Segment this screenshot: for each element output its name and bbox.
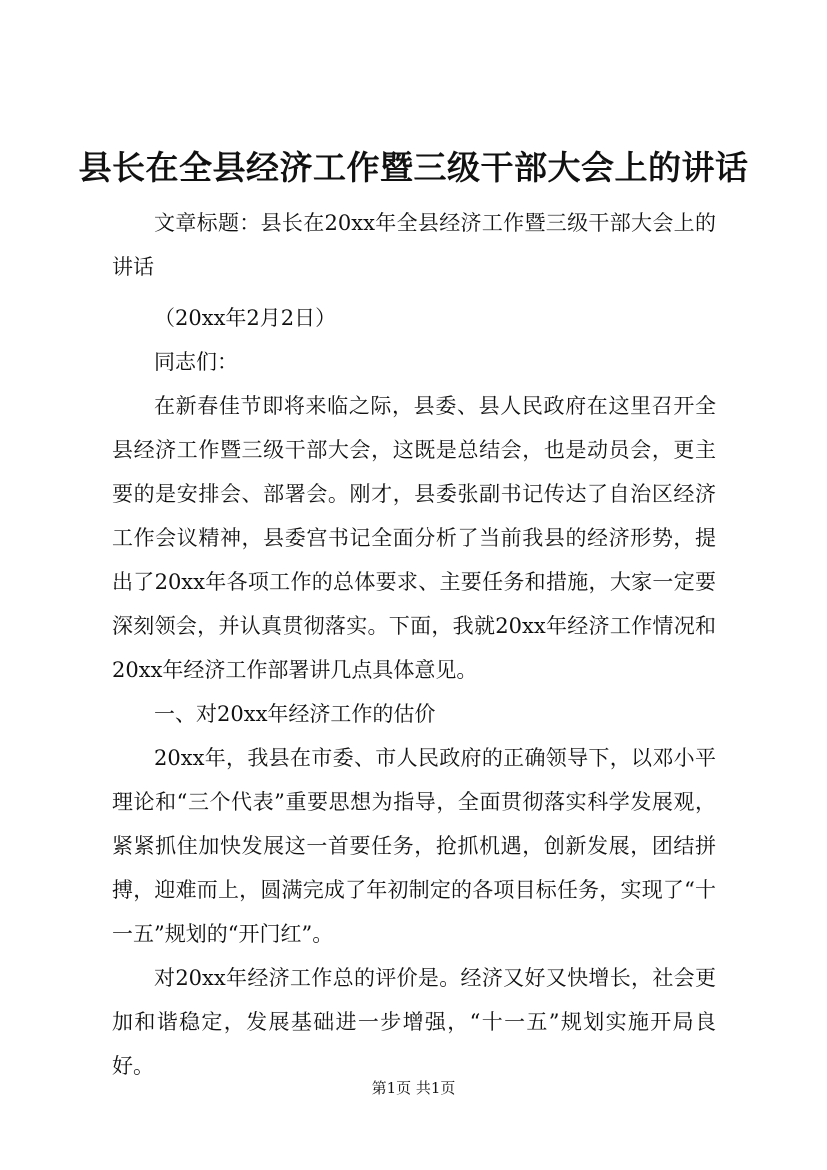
body-paragraph: 对20xx年经济工作总的评价是。经济又好又快增长，社会更加和谐稳定，发展基础进一步增强，“十一五”规划实施开局良好。 — [112, 966, 716, 1078]
section-heading: 一、对20xx年经济工作的估价 — [154, 702, 436, 726]
body-paragraph: 20xx年，我县在市委、市人民政府的正确领导下，以邓小平理论和“三个代表”重要思想为指导，全面贯彻落实科学发展观，紧紧抓住加快发展这一首要任务，抢抓机遇，创新发展，团结拼搏，迎难而上，圆满完成了年初制定的各项目标任务，实现了“十一五”规划的“开门红”。 — [112, 746, 716, 946]
salutation-paragraph: 同志们： — [154, 350, 238, 374]
article-title-paragraph: 文章标题：县长在20xx年全县经济工作暨三级干部大会上的讲话 — [112, 211, 716, 279]
document-body — [112, 201, 716, 1088]
document-title: 县长在全县经济工作暨三级干部大会上的讲话 — [78, 148, 749, 187]
body-paragraph: 在新春佳节即将来临之际，县委、县人民政府在这里召开全县经济工作暨三级干部大会，这既是总结会，也是动员会，更主要的是安排会、部署会。刚才，县委张副书记传达了自治区经济工作会议精神，县委宫书记全面分析了当前我县的经济形势，提出了20xx年各项工作的总体要求、主要任务和措施，大家一定要深刻领会，并认真贯彻落实。下面，我就20xx年经济工作情况和20xx年经济工作部署讲几点具体意见。 — [112, 394, 716, 682]
date-paragraph: （20xx年2月2日） — [154, 306, 337, 330]
page-footer: 第1页 共1页 — [371, 1079, 456, 1097]
